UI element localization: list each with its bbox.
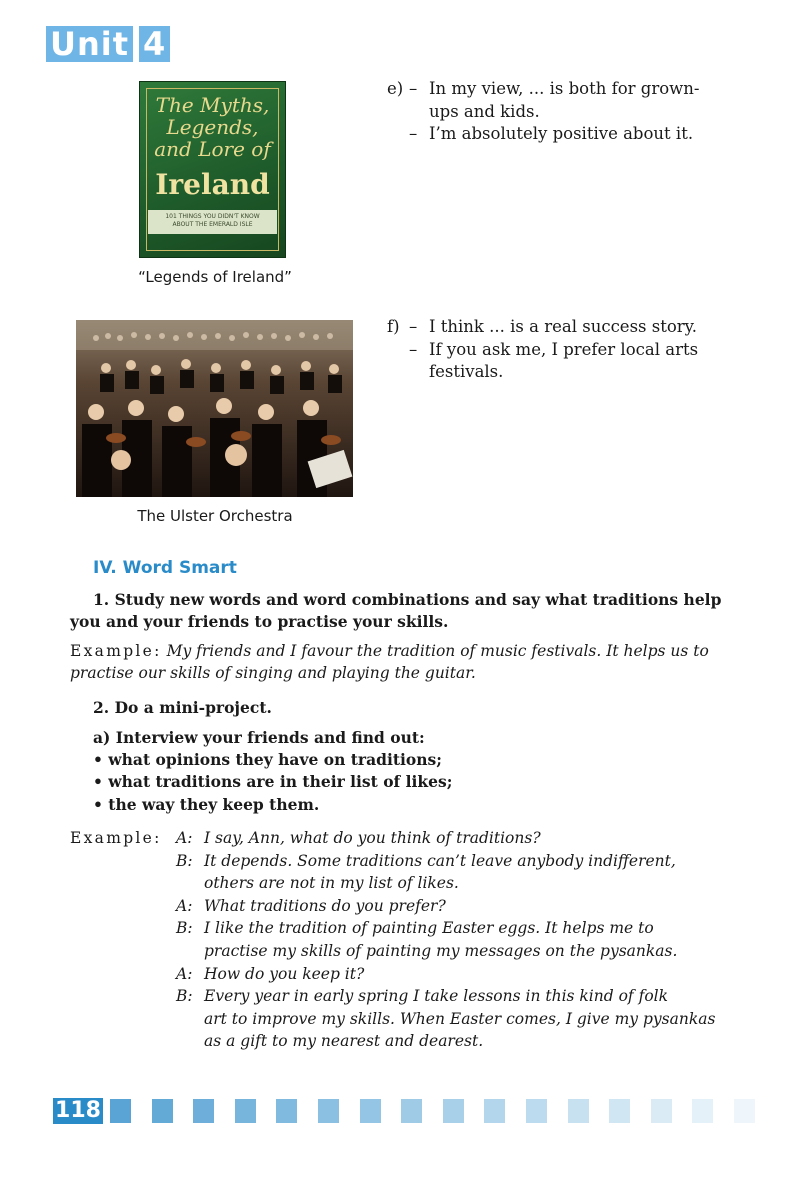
- dialogue-e-line1b: ups and kids.: [429, 101, 540, 121]
- task2-sub-a: a) Interview your friends and find out:: [93, 728, 425, 747]
- page-number: 118: [53, 1098, 103, 1124]
- dialog-text: How do you keep it?: [204, 964, 365, 983]
- dialogue-f-line2a: If you ask me, I prefer local arts: [429, 339, 699, 359]
- footer-square: [235, 1099, 256, 1123]
- dash: –: [409, 79, 418, 98]
- dialog-line: [70, 850, 740, 873]
- footer-square: [484, 1099, 505, 1123]
- book-band-line2: ABOUT THE EMERALD ISLE: [172, 221, 253, 228]
- photo-caption: The Ulster Orchestra: [137, 507, 293, 525]
- footer-square: [401, 1099, 422, 1123]
- footer-square: [526, 1099, 547, 1123]
- task1-instructions: 1. Study new words and word combinations and say what traditions help you and your friends to practise your skills.: [70, 590, 722, 631]
- dialogue-f-line2b: festivals.: [429, 362, 504, 381]
- dialog-text: as a gift to my nearest and dearest.: [204, 1032, 484, 1051]
- dialog-line: [70, 940, 740, 963]
- book-title-big: Ireland: [155, 168, 270, 201]
- task2-bullet: • what opinions they have on traditions;: [93, 750, 442, 769]
- dialog-text: It depends. Some traditions can’t leave anybody indifferent,: [204, 851, 676, 870]
- footer-square: [734, 1099, 755, 1123]
- book-cover-image: [139, 81, 286, 258]
- dialogue-e-line2: I’m absolutely positive about it.: [429, 124, 694, 143]
- dialog-text: Every year in early spring I take lessons in this kind of folk: [204, 987, 669, 1006]
- dialogue-f-letter: f): [387, 317, 400, 336]
- dialog-line: [70, 985, 740, 1008]
- dash: –: [409, 339, 418, 359]
- dialogue-f: [387, 316, 747, 386]
- footer-square: [651, 1099, 672, 1123]
- dialog-line: [70, 963, 740, 986]
- dialog-text: I like the tradition of painting Easter eggs. It helps me to: [204, 919, 654, 938]
- dialog-text: What traditions do you prefer?: [204, 896, 446, 915]
- dialog-text: practise my skills of painting my messages on the pysankas.: [204, 941, 678, 960]
- task1-example-text: My friends and I favour the tradition of music festivals. It helps us to practise our skills of singing and playing the guitar.: [70, 642, 709, 682]
- dialog-line: [70, 917, 740, 940]
- book-title-line3: and Lore of: [154, 137, 271, 161]
- dialog-text: others are not in my list of likes.: [204, 874, 459, 893]
- dialogue-e: [387, 78, 747, 148]
- unit-word: Unit: [46, 26, 133, 62]
- dialog-line: [70, 1008, 740, 1031]
- book-title-line2: Legends,: [166, 115, 259, 139]
- dash: –: [409, 317, 418, 336]
- dialog-speaker: B:: [176, 851, 193, 870]
- dialogue-e-letter: e): [387, 79, 404, 98]
- book-title-line1: The Myths,: [155, 93, 270, 117]
- dialog-speaker: B:: [176, 987, 193, 1006]
- dialog-line: [70, 895, 740, 918]
- footer-square: [193, 1099, 214, 1123]
- orchestra-illustration: [76, 320, 353, 497]
- example-label: Example:: [70, 642, 162, 660]
- footer-square: [152, 1099, 173, 1123]
- footer-square: [568, 1099, 589, 1123]
- book-caption: “Legends of Ireland”: [138, 268, 292, 286]
- dialogue-e-line1a: In my view, ... is both for grown-: [429, 79, 700, 98]
- task2-bullet: • the way they keep them.: [93, 795, 320, 814]
- footer-square: [276, 1099, 297, 1123]
- footer-square: [443, 1099, 464, 1123]
- footer-square: [692, 1099, 713, 1123]
- task2-heading: 2. Do a mini-project.: [93, 698, 272, 717]
- dialog-speaker: A:: [176, 829, 193, 847]
- dash: –: [409, 124, 418, 143]
- dialog-line: [70, 1030, 740, 1053]
- dialog-speaker: A:: [176, 896, 193, 915]
- dialog-line: [70, 827, 740, 850]
- dialog-text: art to improve my skills. When Easter comes, I give my pysankas: [204, 1009, 716, 1028]
- example-dialog: [70, 827, 740, 1053]
- example-label: Example:: [70, 829, 162, 847]
- dialog-speaker: B:: [176, 919, 193, 938]
- task1-example: [70, 640, 738, 684]
- book-band-line1: 101 THINGS YOU DIDN'T KNOW: [165, 213, 260, 220]
- dialog-speaker: A:: [176, 964, 193, 983]
- orchestra-photo: [76, 320, 353, 497]
- dialogue-f-line1: I think ... is a real success story.: [429, 317, 698, 336]
- dialog-line: [70, 872, 740, 895]
- footer-square: [609, 1099, 630, 1123]
- unit-number: 4: [139, 26, 170, 62]
- task2-bullet: • what traditions are in their list of likes;: [93, 772, 453, 791]
- footer-square: [110, 1099, 131, 1123]
- footer-square: [318, 1099, 339, 1123]
- section-title: IV. Word Smart: [93, 558, 237, 578]
- dialog-text: I say, Ann, what do you think of traditions?: [204, 829, 541, 847]
- unit-header: [46, 26, 170, 62]
- footer-square: [360, 1099, 381, 1123]
